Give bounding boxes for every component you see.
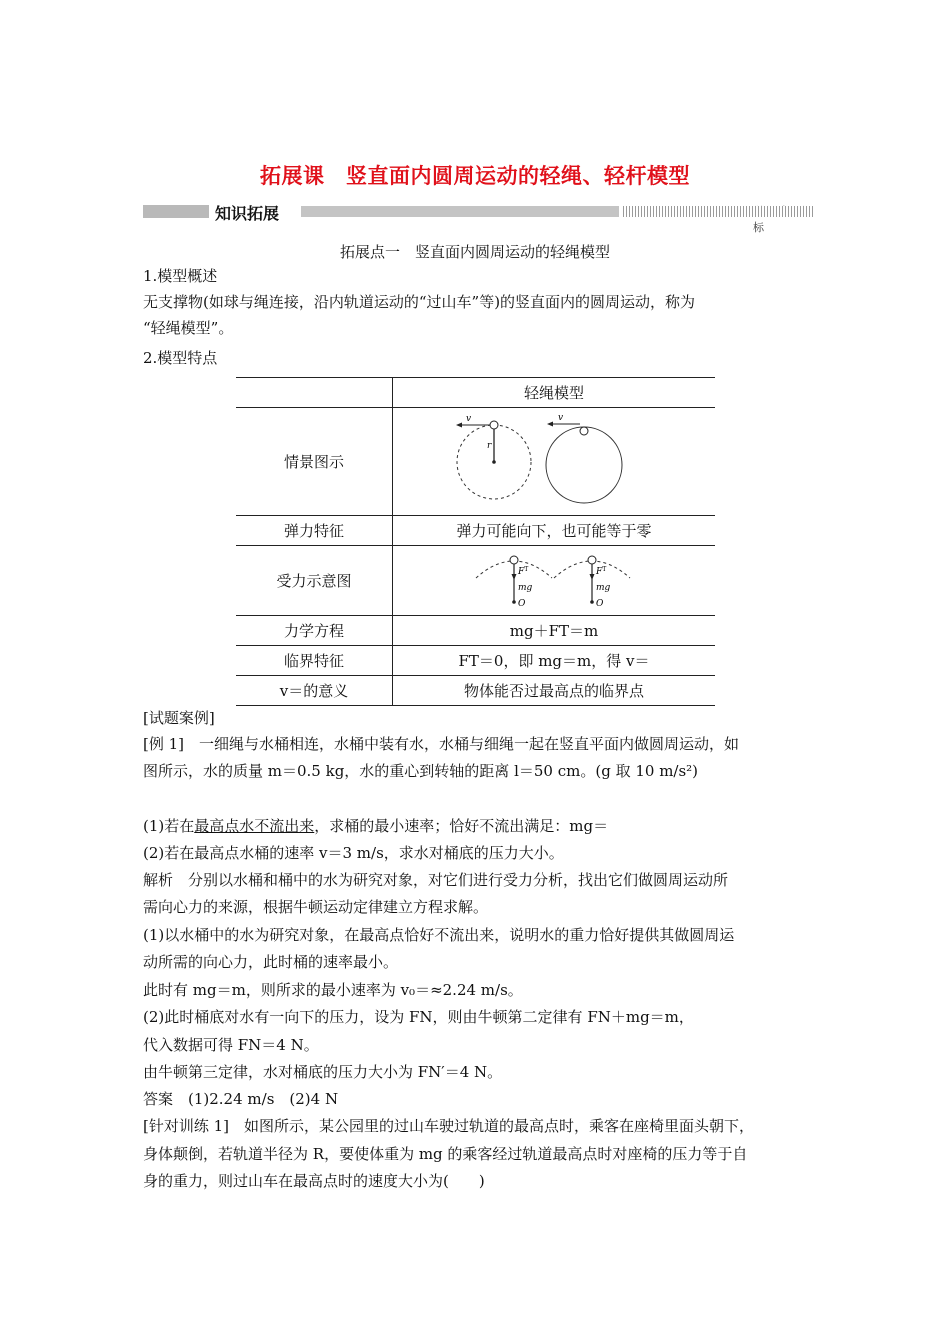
arrow-head bbox=[456, 422, 462, 427]
cases-heading: [试题案例] bbox=[143, 709, 215, 727]
example-line: 图所示，水的质量 m＝0.5 kg，水的重心到转轴的距离 l＝50 cm。(g 取 10 m/s²) bbox=[143, 762, 699, 780]
table-row bbox=[236, 616, 715, 646]
analysis-line: 需向心力的来源，根据牛顿运动定律建立方程求解。 bbox=[143, 898, 489, 916]
center-label: O bbox=[596, 598, 604, 609]
arrow-head bbox=[590, 574, 595, 580]
example-line: [例 1] 一细绳与水桶相连，水桶中装有水，水桶与细绳一起在竖直平面内做圆周运动，如 bbox=[143, 735, 740, 753]
scene-figure-cell bbox=[393, 408, 716, 516]
answer-line: 答案 (1)2.24 m/s (2)4 N bbox=[143, 1090, 339, 1108]
heading-model-features: 2.模型特点 bbox=[143, 349, 218, 367]
heading-model-overview: 1.模型概述 bbox=[143, 267, 218, 285]
banner-stripes-right bbox=[689, 206, 815, 217]
banner-section-label: 知识拓展 bbox=[215, 204, 280, 223]
underlined-text: 最高点水不流出来 bbox=[194, 817, 315, 835]
weight-label: mg bbox=[518, 582, 533, 593]
center-dot bbox=[512, 600, 516, 604]
table-row bbox=[236, 378, 715, 408]
force-figure-cell bbox=[393, 546, 716, 616]
scene-diagram bbox=[434, 410, 674, 514]
weight-label: mg bbox=[596, 582, 611, 593]
analysis-line: (2)此时桶底对水有一向下的压力，设为 FN，则由牛顿第二定律有 FN＋mg＝m， bbox=[143, 1008, 694, 1026]
table-cell bbox=[236, 378, 393, 408]
banner-bar-middle bbox=[301, 206, 619, 217]
table-row bbox=[236, 646, 715, 676]
velocity-label: v bbox=[558, 412, 564, 423]
table-header-cell: 轻绳模型 bbox=[393, 378, 716, 408]
banner-tag: 标 bbox=[753, 221, 764, 234]
arrow-head bbox=[512, 574, 517, 580]
table-cell-label: v＝的意义 bbox=[236, 676, 393, 706]
analysis-line: 代入数据可得 FN＝4 N。 bbox=[143, 1036, 319, 1054]
tension-label: $F^T$ bbox=[596, 565, 607, 577]
training-line: 身的重力，则过山车在最高点时的速度大小为( ) bbox=[143, 1172, 485, 1190]
force-diagram bbox=[464, 550, 644, 612]
table-cell-value: mg＋FT＝m bbox=[393, 616, 716, 646]
table-cell-value: 物体能否过最高点的临界点 bbox=[393, 676, 716, 706]
question-1: (1)若在最高点水不流出来，求桶的最小速率；恰好不流出满足：mg＝ bbox=[143, 817, 609, 835]
center-label: O bbox=[518, 598, 526, 609]
banner-bar-left bbox=[143, 205, 209, 218]
table-cell-label: 临界特征 bbox=[236, 646, 393, 676]
center-dot bbox=[492, 460, 496, 464]
center-dot bbox=[590, 600, 594, 604]
training-line: [针对训练 1] 如图所示，某公园里的过山车驶过轨道的最高点时，乘客在座椅里面头朝下， bbox=[143, 1117, 755, 1135]
radius-label: r bbox=[487, 440, 492, 451]
page-title: 拓展课 竖直面内圆周运动的轻绳、轻杆模型 bbox=[260, 164, 690, 188]
tension-label: $F^T$ bbox=[518, 565, 529, 577]
table-row bbox=[236, 676, 715, 706]
analysis-line: 解析 分别以水桶和桶中的水为研究对象，对它们进行受力分析，找出它们做圆周运动所 bbox=[143, 871, 729, 889]
analysis-line: 动所需的向心力，此时桶的速率最小。 bbox=[143, 953, 399, 971]
table-cell-label: 情景图示 bbox=[236, 408, 393, 516]
analysis-line: 由牛顿第三定律，水对桶底的压力大小为 FN′＝4 N。 bbox=[143, 1063, 503, 1081]
table-cell-value: 弹力可能向下，也可能等于零 bbox=[393, 516, 716, 546]
analysis-line: (1)以水桶中的水为研究对象，在最高点恰好不流出来，说明水的重力恰好提供其做圆周运 bbox=[143, 926, 735, 944]
paragraph-line: “轻绳模型”。 bbox=[143, 319, 234, 337]
training-line: 身体颠倒，若轨道半径为 R，要使体重为 mg 的乘客经过轨道最高点时对座椅的压力等于自 bbox=[143, 1145, 748, 1163]
table-row bbox=[236, 408, 715, 516]
table-cell-label: 受力示意图 bbox=[236, 546, 393, 616]
model-table bbox=[236, 377, 715, 706]
table-cell-value: FT＝0，即 mg＝m，得 v＝ bbox=[393, 646, 716, 676]
track-circle bbox=[546, 427, 622, 503]
velocity-label: v bbox=[466, 413, 472, 424]
analysis-line: 此时有 mg＝m，则所求的最小速率为 v₀＝≈2.24 m/s。 bbox=[143, 981, 523, 999]
arrow-head bbox=[547, 421, 553, 426]
ball-inside-track bbox=[580, 427, 588, 435]
ball bbox=[588, 556, 596, 564]
subsection-title: 拓展点一 竖直面内圆周运动的轻绳模型 bbox=[339, 243, 610, 261]
ball bbox=[490, 421, 498, 429]
paragraph-line: 无支撑物(如球与绳连接，沿内轨道运动的“过山车”等)的竖直面内的圆周运动，称为 bbox=[143, 293, 696, 311]
section-banner bbox=[143, 200, 815, 234]
ball bbox=[510, 556, 518, 564]
table-cell-label: 力学方程 bbox=[236, 616, 393, 646]
table-row bbox=[236, 546, 715, 616]
table-cell-label: 弹力特征 bbox=[236, 516, 393, 546]
question-2: (2)若在最高点水桶的速率 v＝3 m/s，求水对桶底的压力大小。 bbox=[143, 844, 564, 862]
table-row bbox=[236, 516, 715, 546]
